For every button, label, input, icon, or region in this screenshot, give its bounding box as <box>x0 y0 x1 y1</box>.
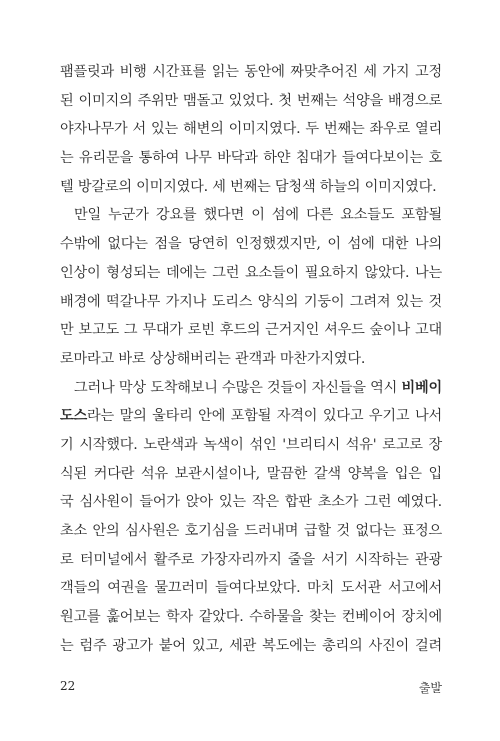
line-text: 그러나 막상 도착해보니 수많은 것들이 자신들을 역시 <box>74 379 402 396</box>
text-line: 객들의 여권을 물끄러미 들여다보았다. 마치 도서관 서고에서 <box>60 580 442 597</box>
text-line: 인상이 형성되는 데에는 그런 요소들이 필요하지 않았다. 나는 <box>60 264 442 281</box>
page-footer <box>60 679 442 699</box>
text-line: 수밖에 없다는 점을 당연히 인정했겠지만, 이 섬에 대한 나의 <box>60 236 442 253</box>
text-line: 로마라고 바로 상상해버리는 관객과 마찬가지였다. <box>60 350 366 367</box>
text-line: 만 보고도 그 무대가 로빈 후드의 근거지인 셔우드 숲이나 고대 <box>60 322 442 339</box>
text-line: 는 럼주 광고가 붙어 있고, 세관 복도에는 총리의 사진이 걸려 <box>60 637 442 654</box>
emphasized-place-name: 도스 <box>60 408 88 425</box>
page-number: 22 <box>60 679 76 693</box>
text-line: 팸플릿과 비행 시간표를 읽는 동안에 짜맞추어진 세 가지 고정 <box>60 64 442 80</box>
text-line: 야자나무가 서 있는 해변의 이미지였다. 두 번째는 좌우로 열리 <box>60 121 442 138</box>
text-line: 원고를 훑어보는 학자 같았다. 수하물을 찾는 컨베이어 장치에 <box>60 609 442 626</box>
text-line <box>60 402 442 431</box>
text-line: 식된 커다란 석유 보관시설이나, 말끔한 갈색 양복을 입은 입 <box>60 465 442 482</box>
emphasized-place-name: 비베이 <box>401 379 442 396</box>
text-line: 기 시작했다. 노란색과 녹색이 섞인 '브리티시 석유' 로고로 장 <box>60 436 442 453</box>
running-title: 출발 <box>418 681 442 695</box>
text-line: 국 심사원이 들어가 앉아 있는 작은 합판 초소가 그런 예였다. <box>60 494 442 511</box>
text-line: 텔 방갈로의 이미지였다. 세 번째는 담청색 하늘의 이미지였다. <box>60 178 437 195</box>
text-line: 로 터미널에서 활주로 가장자리까지 줄을 서기 시작하는 관광 <box>60 551 442 568</box>
text-line: 된 이미지의 주위만 맴돌고 있었다. 첫 번째는 석양을 배경으로 <box>60 92 442 109</box>
text-line: 배경에 떡갈나무 가지나 도리스 양식의 기둥이 그려져 있는 것 <box>60 293 442 310</box>
paragraph-start-line <box>60 374 442 403</box>
paragraph-start-line: 만일 누군가 강요를 했다면 이 섬에 다른 요소들도 포함될 <box>74 207 442 224</box>
line-text: 라는 말의 울타리 안에 포함될 자격이 있다고 우기고 나서 <box>87 408 442 425</box>
text-line: 는 유리문을 통하여 나무 바닥과 하얀 침대가 들여다보이는 호 <box>60 150 442 167</box>
text-line: 초소 안의 심사원은 호기심을 드러내며 급할 것 없다는 표정으 <box>60 523 442 539</box>
body-text <box>60 58 442 660</box>
